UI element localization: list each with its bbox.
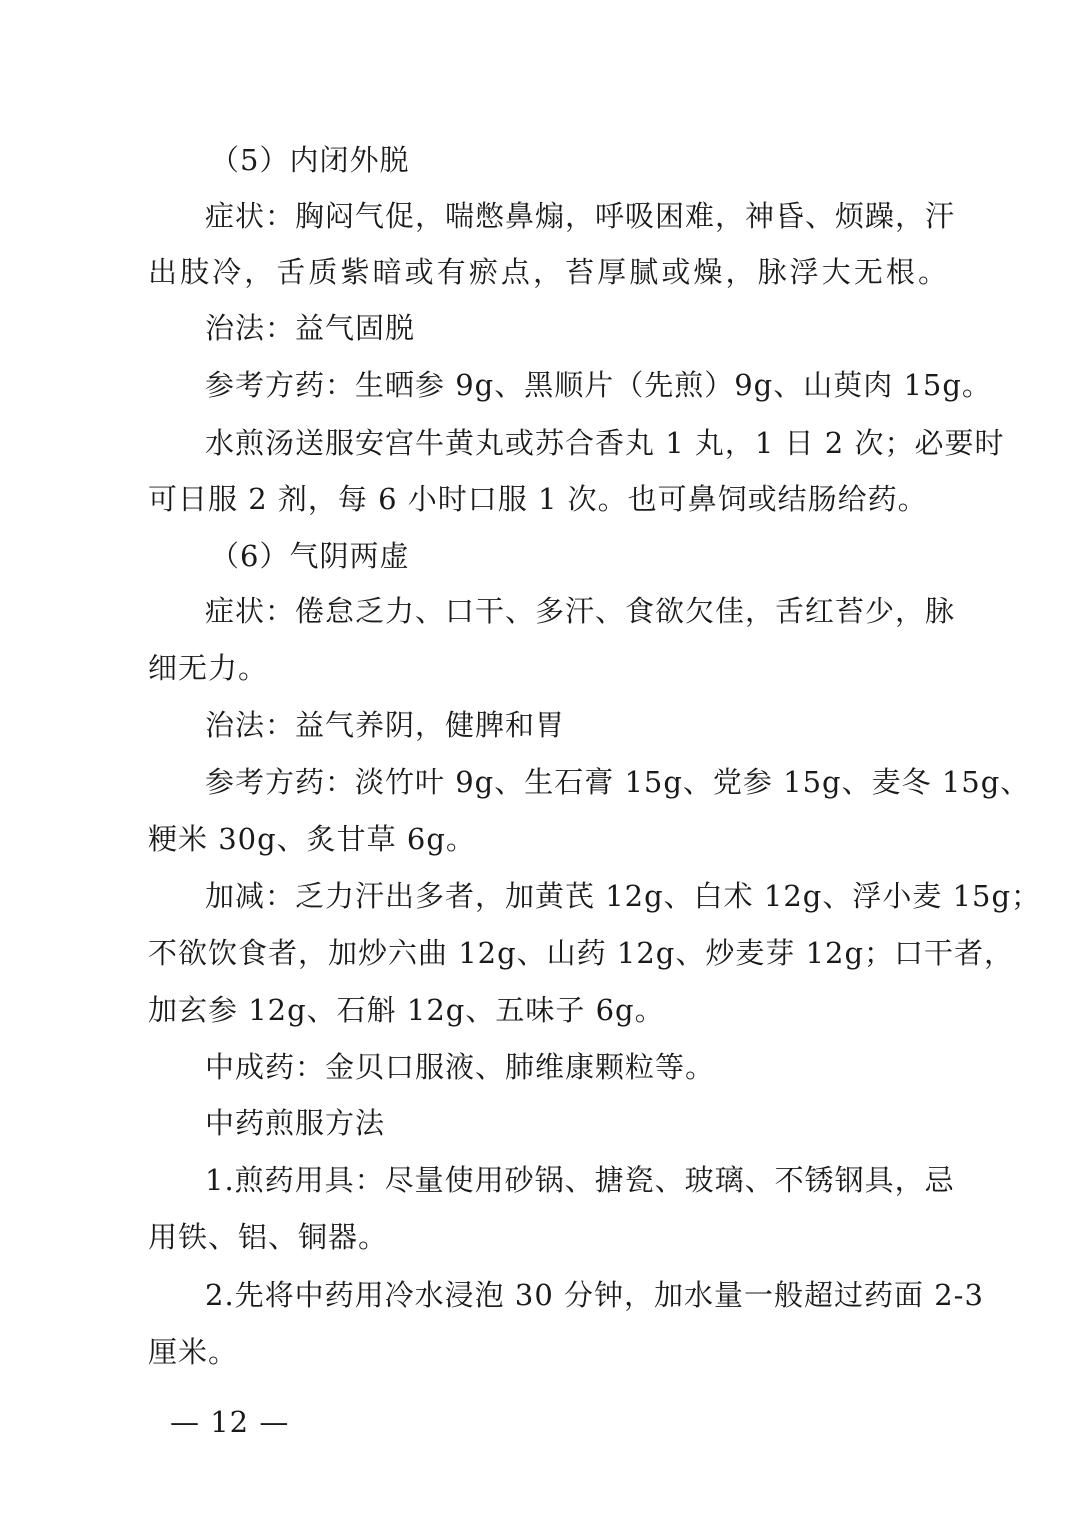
decoction-item2-line2: 厘米。 [148, 1335, 239, 1369]
section6-treatment: 治法：益气养阴，健脾和胃 [205, 708, 566, 742]
section6-modification-line3: 加玄参 12g、石斛 12g、五味子 6g。 [148, 993, 665, 1027]
decoction-item2-line1: 2.先将中药用冷水浸泡 30 分钟，加水量一般超过药面 2-3 [205, 1278, 984, 1312]
section6-prescription-line2: 粳米 30g、炙甘草 6g。 [148, 822, 476, 856]
section6-modification-line2: 不欲饮食者，加炒六曲 12g、山药 12g、炒麦芽 12g；口干者， [148, 936, 1015, 970]
section6-modification-line1: 加减：乏力汗出多者，加黄芪 12g、白术 12g、浮小麦 15g； [205, 879, 1042, 913]
section5-symptoms-line1: 症状：胸闷气促，喘憋鼻煽，呼吸困难，神昏、烦躁，汗 [205, 199, 956, 233]
section5-usage-line1: 水煎汤送服安宫牛黄丸或苏合香丸 1 丸，1 日 2 次；必要时 [205, 426, 1005, 460]
page-number: — 12 — [170, 1405, 290, 1439]
section5-heading: （5）内闭外脱 [210, 143, 410, 177]
section5-usage-line2: 可日服 2 剂，每 6 小时口服 1 次。也可鼻饲或结肠给药。 [148, 482, 928, 516]
section6-symptoms-line2: 细无力。 [148, 651, 269, 685]
section6-patent-medicine: 中成药：金贝口服液、肺维康颗粒等。 [205, 1050, 716, 1084]
decoction-item1-line1: 1.煎药用具：尽量使用砂锅、搪瓷、玻璃、不锈钢具，忌 [205, 1163, 955, 1197]
section6-prescription-line1: 参考方药：淡竹叶 9g、生石膏 15g、党参 15g、麦冬 15g、 [205, 765, 1031, 799]
section6-symptoms-line1: 症状：倦怠乏力、口干、多汗、食欲欠佳，舌红苔少，脉 [205, 594, 956, 628]
section5-symptoms-line2: 出肢冷，舌质紫暗或有瘀点，苔厚腻或燥，脉浮大无根。 [148, 255, 948, 289]
decoction-heading: 中药煎服方法 [205, 1106, 386, 1140]
section5-prescription: 参考方药：生晒参 9g、黑顺片（先煎）9g、山萸肉 15g。 [205, 368, 992, 402]
section6-heading: （6）气阴两虚 [210, 539, 410, 573]
decoction-item1-line2: 用铁、铝、铜器。 [148, 1220, 389, 1254]
section5-treatment: 治法：益气固脱 [205, 311, 416, 345]
